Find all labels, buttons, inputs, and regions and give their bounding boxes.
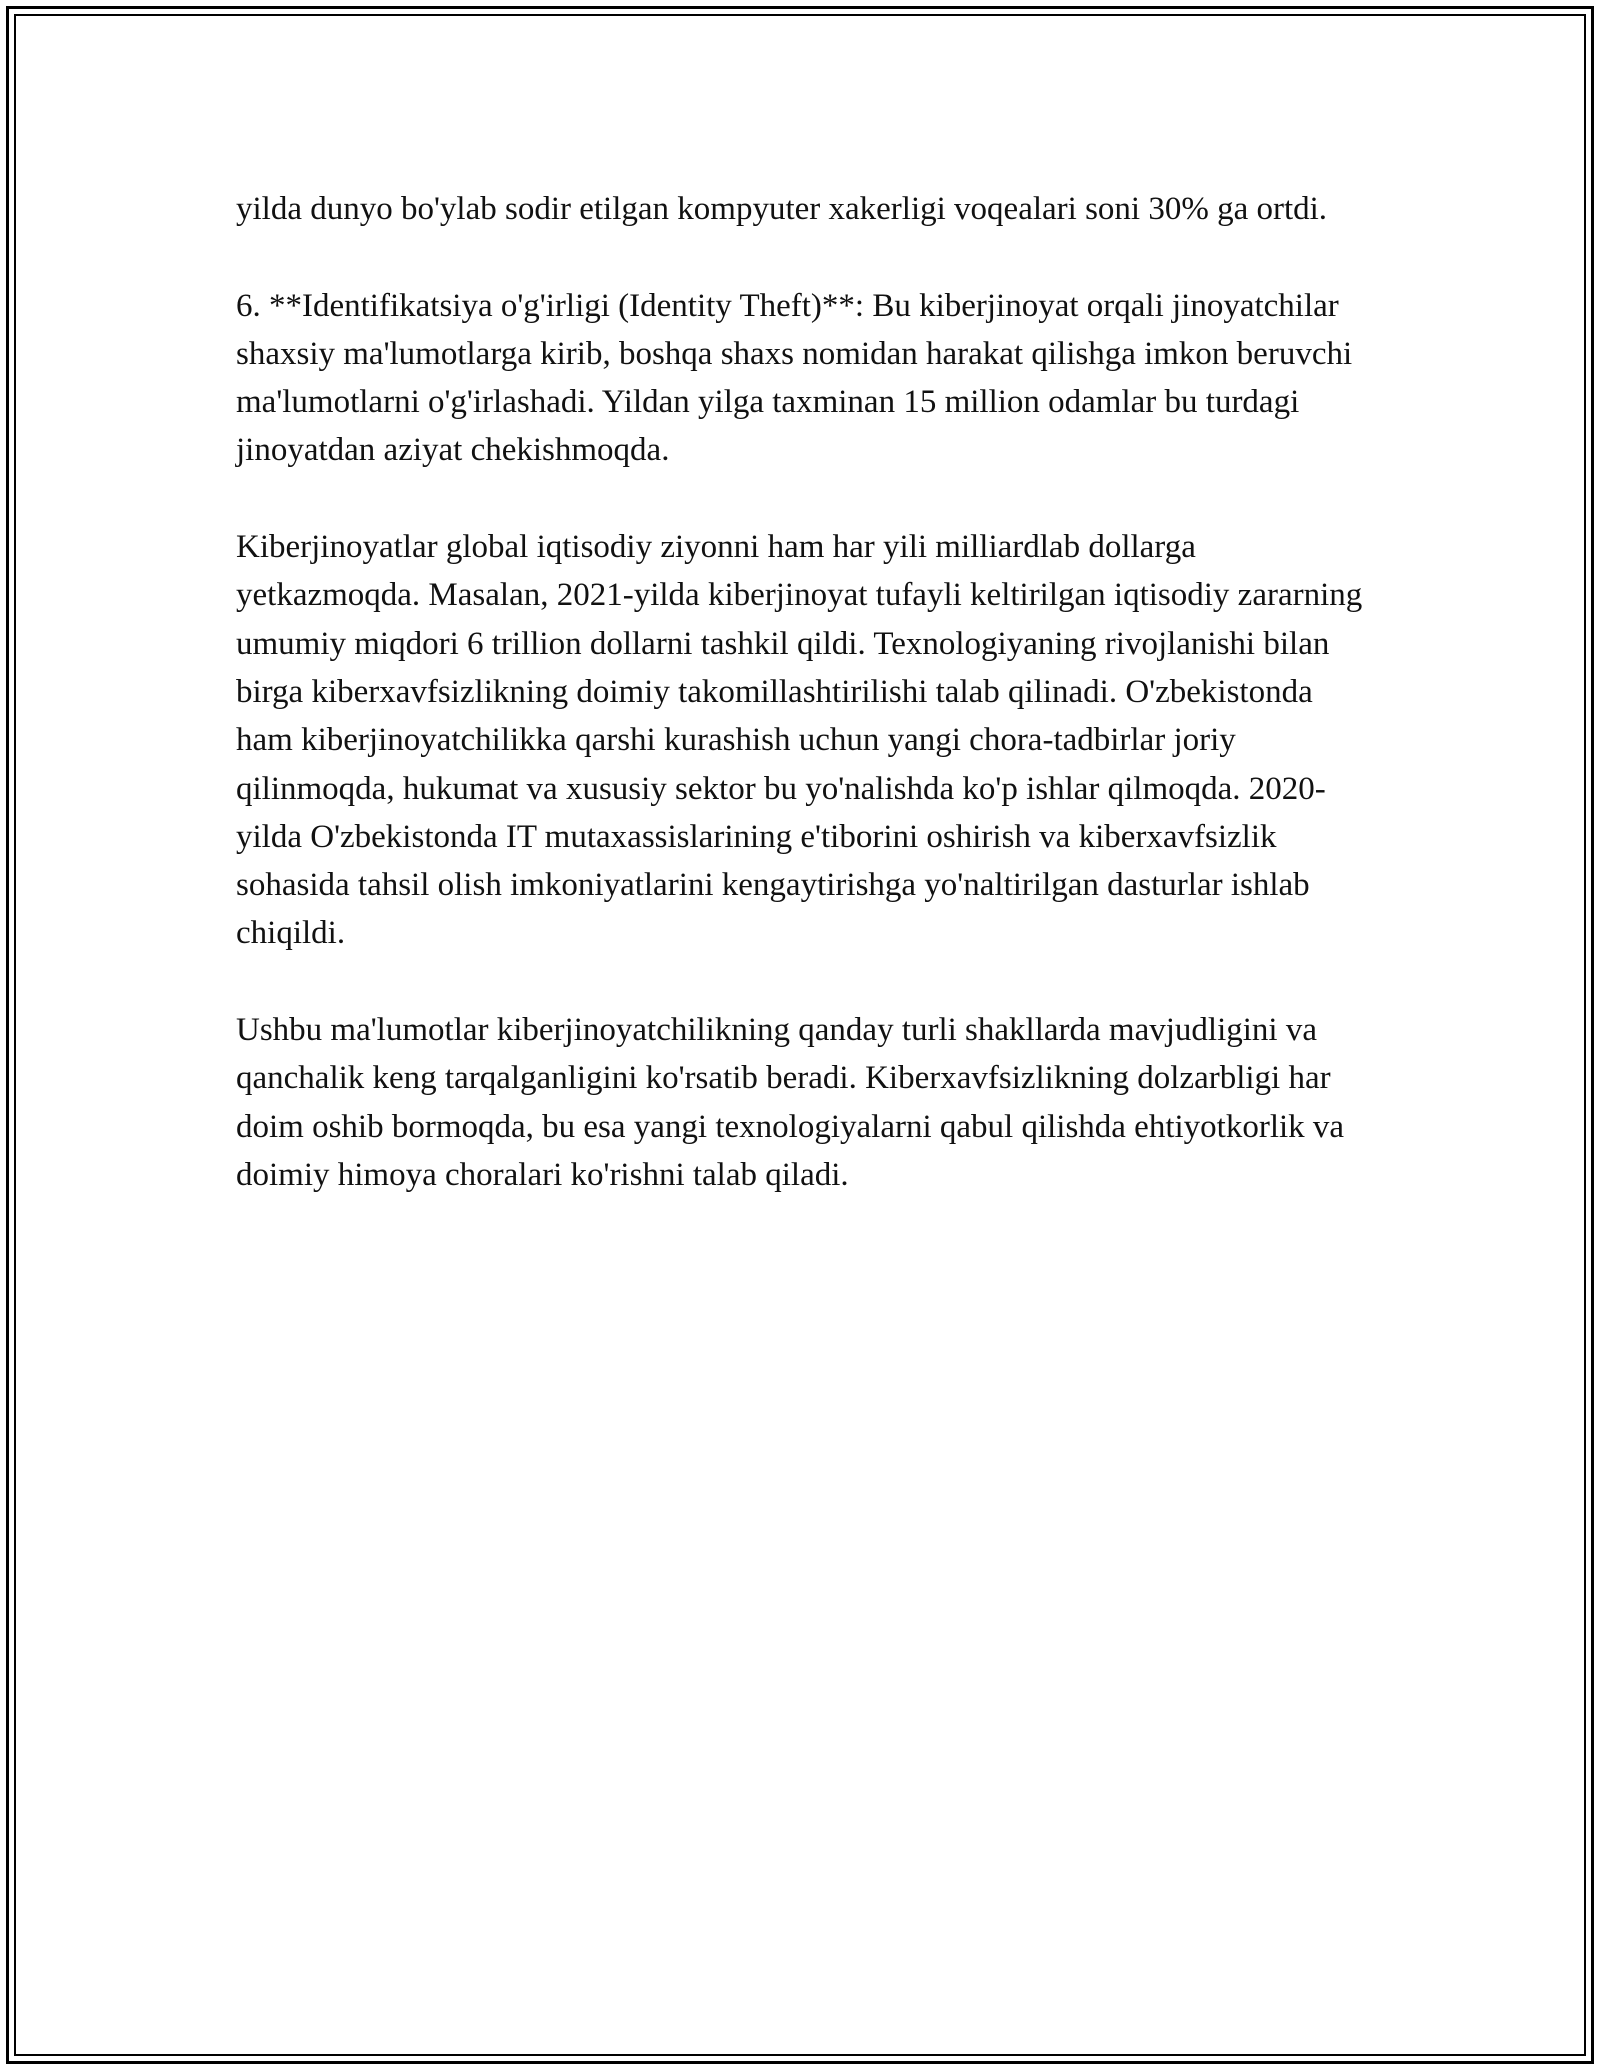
paragraph-conclusion: Ushbu ma'lumotlar kiberjinoyatchilikning qanday turli shakllarda mavjudligini va qanchalik keng tarqalganligini ko'rsatib beradi. Kiberxavfsizlikning dolzarbligi har doim oshib bormoqda, bu esa yangi texnologiyalarni qabul qilishda ehtiyotkorlik va doimiy himoya choralari ko'rishni talab qiladi. — [236, 1012, 1345, 1193]
document-body — [236, 185, 1376, 1248]
paragraph-hacking-stat: yilda dunyo bo'ylab sodir etilgan kompyuter xakerligi voqealari soni 30% ga ortdi. — [236, 191, 1328, 227]
paragraph-identity-theft: 6. **Identifikatsiya o'g'irligi (Identity Theft)**: Bu kiberjinoyat orqali jinoyatchilar shaxsiy ma'lumotlarga kirib, boshqa shaxs nomidan harakat qilishga imkon beruvchi ma'lumotlarni o'g'irlashadi. Yildan yilga taxminan 15 million odamlar bu turdagi jinoyatdan aziyat chekishmoqda. — [236, 287, 1353, 469]
paragraph-economic-damage: Kiberjinoyatlar global iqtisodiy ziyonni ham har yili milliardlab dollarga yetkazmoqda. Masalan, 2021-yilda kiberjinoyat tufayli keltirilgan iqtisodiy zararning umumiy miqdori 6 trillion dollarni tashkil qildi. Texnologiyaning rivojlanishi bilan birga kiberxavfsizlikning doimiy takomillashtirilishi talab qilinadi. O'zbekistonda ham kiberjinoyatchilikka qarshi kurashish uchun yangi chora-tadbirlar joriy qilinmoqda, hukumat va xususiy sektor bu yo'nalishda ko'p ishlar qilmoqda. 2020-yilda O'zbekistonda IT mutaxassislarining e'tiborini oshirish va kiberxavfsizlik sohasida tahsil olish imkoniyatlarini kengaytirishga yo'naltirilgan dasturlar ishlab chiqildi. — [236, 529, 1363, 952]
